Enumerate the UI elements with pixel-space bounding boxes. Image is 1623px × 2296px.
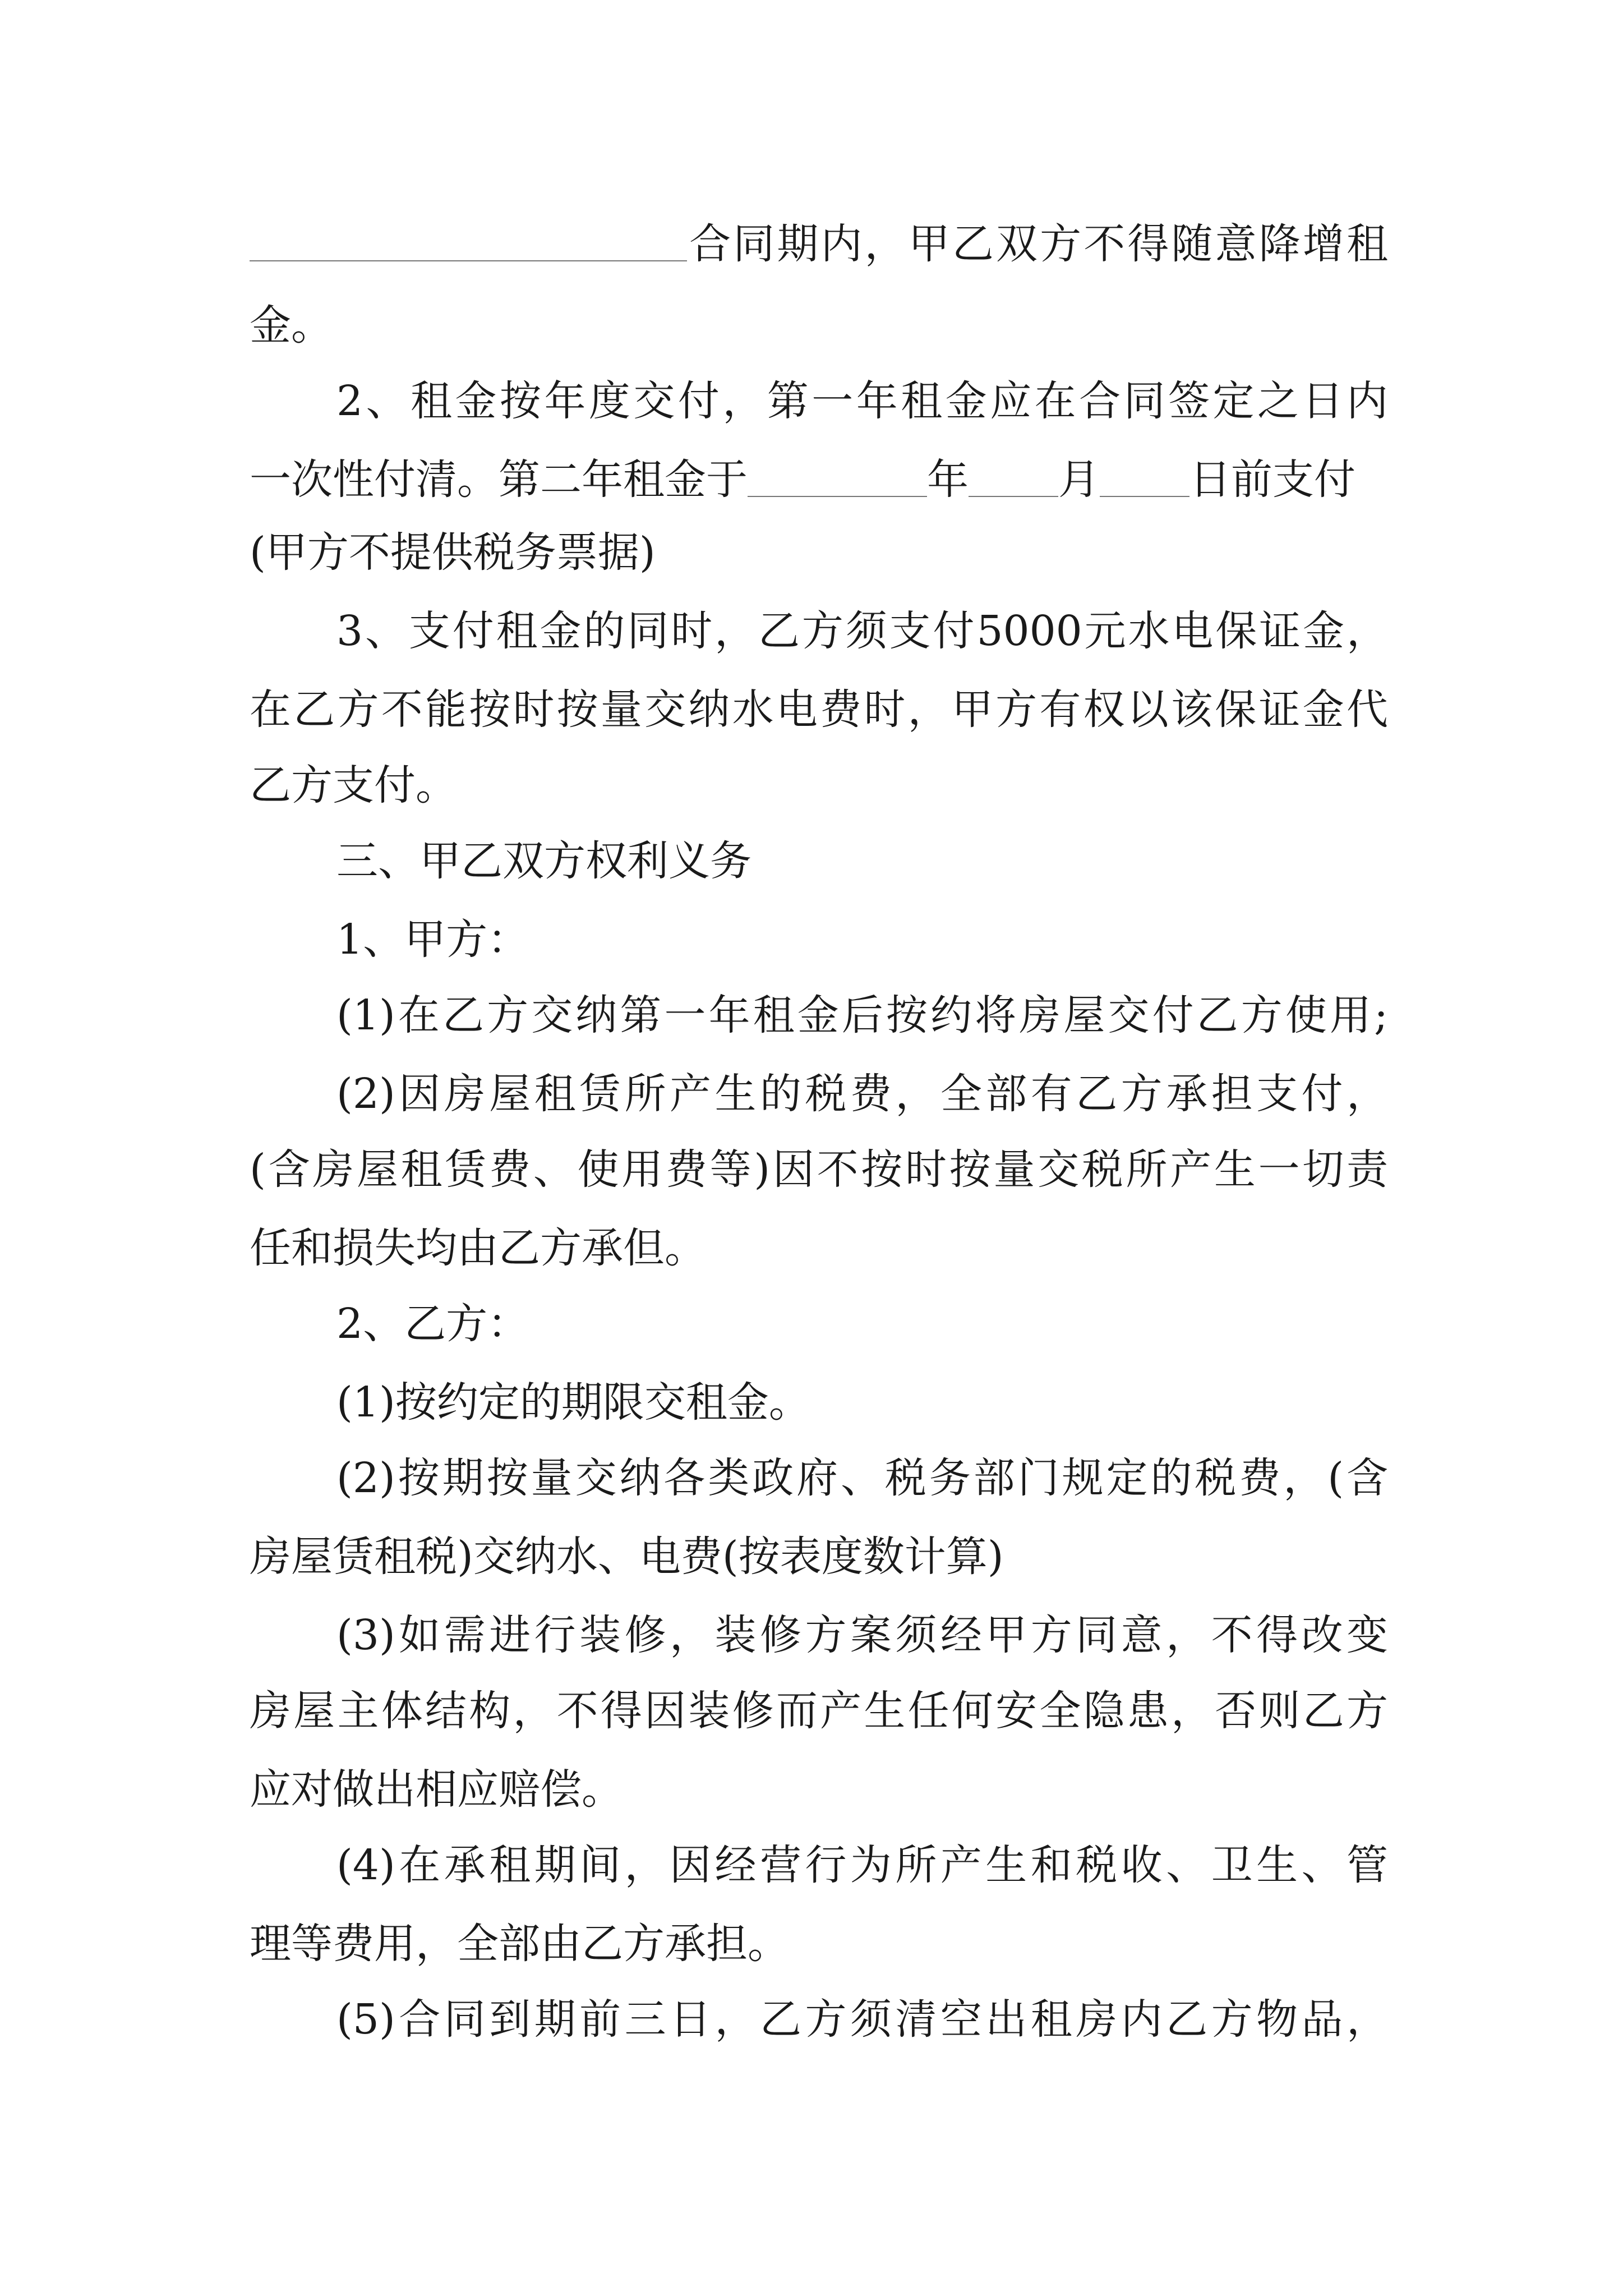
text-line: 合同期内，甲乙双方不得随意降增租 <box>250 202 1388 286</box>
party-a-item-1: (1)在乙方交纳第一年租金后按约将房屋交付乙方使用; <box>336 991 1388 1039</box>
text-line: 金。 <box>250 301 333 349</box>
month-blank[interactable] <box>969 457 1058 497</box>
party-b-item-5: (5)合同到期前三日，乙方须清空出租房内乙方物品， <box>336 1995 1388 2044</box>
party-a-item-2: (2)因房屋租赁所产生的税费，全部有乙方承担支付， <box>336 1070 1388 1118</box>
text-line: 在乙方不能按时按量交纳水电费时，甲方有权以该保证金代 <box>250 685 1388 734</box>
text-line: 房屋主体结构，不得因装修而产生任何安全隐患，否则乙方 <box>250 1687 1388 1735</box>
year-blank[interactable] <box>748 457 927 497</box>
text-line: 应对做出相应赔偿。 <box>250 1765 623 1814</box>
fill-blank[interactable] <box>250 221 687 261</box>
paragraph-2-line: 2、租金按年度交付，第一年租金应在合同签定之日内 <box>336 377 1388 425</box>
party-b-item-2: (2)按期按量交纳各类政府、税务部门规定的税费，(含 <box>336 1454 1388 1502</box>
section-heading: 三、甲乙双方权利义务 <box>336 837 751 885</box>
subheading-party-a: 1、甲方： <box>336 915 529 964</box>
subheading-party-b: 2、乙方： <box>336 1300 529 1348</box>
day-blank[interactable] <box>1100 457 1189 497</box>
text-line: 乙方支付。 <box>250 761 457 809</box>
party-b-item-3: (3)如需进行装修，装修方案须经甲方同意，不得改变 <box>336 1611 1388 1659</box>
text-line: 任和损失均由乙方承但。 <box>250 1224 706 1272</box>
text-line: 理等费用，全部由乙方承担。 <box>250 1920 789 1968</box>
text-line: 一次性付清。第二年租金于 年 月 日前支付 <box>250 455 1355 504</box>
text-line: (甲方不提供税务票据) <box>250 528 656 577</box>
party-b-item-1: (1)按约定的期限交租金。 <box>336 1378 810 1427</box>
text-line: 房屋赁租税)交纳水、电费(按表度数计算) <box>250 1533 1004 1581</box>
text-line: (含房屋租赁费、使用费等)因不按时按量交税所产生一切责 <box>250 1145 1388 1194</box>
paragraph-3-line: 3、支付租金的同时，乙方须支付5000元水电保证金， <box>336 607 1388 655</box>
party-b-item-4: (4)在承租期间，因经营行为所产生和税收、卫生、管 <box>336 1841 1388 1889</box>
